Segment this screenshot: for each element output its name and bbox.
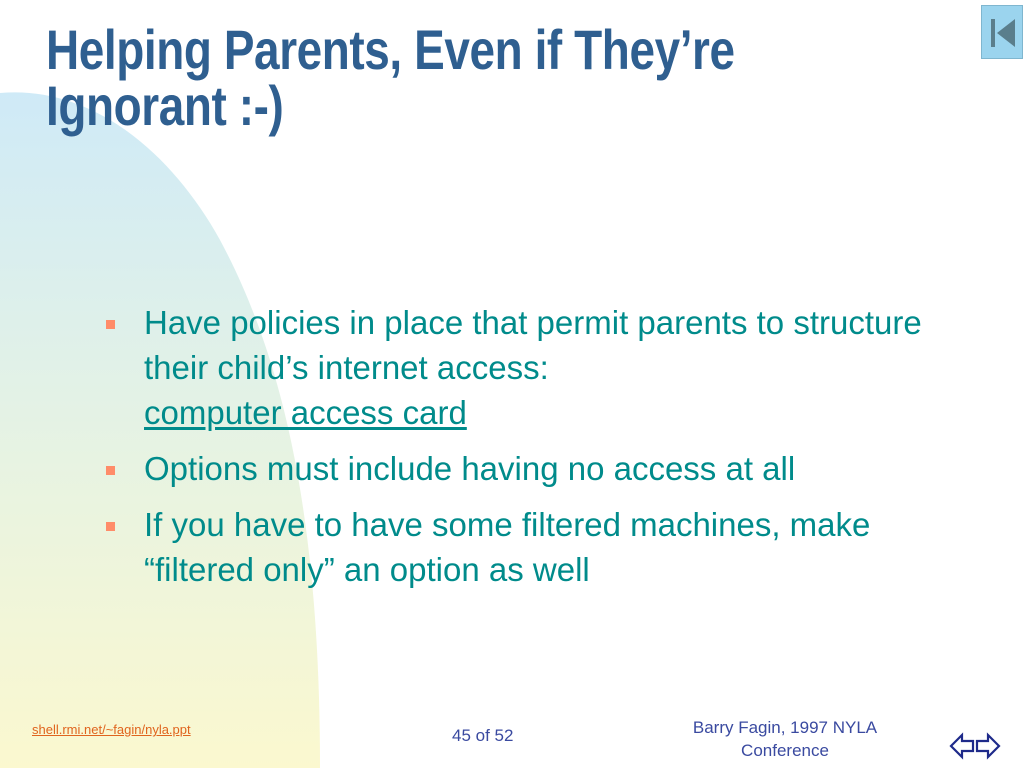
- next-slide-button[interactable]: [974, 730, 1002, 762]
- slide-title: Helping Parents, Even if They’re Ignorant :-): [46, 18, 735, 137]
- arrow-left-icon: [948, 730, 976, 762]
- bullet-text: If you have to have some filtered machines, make “filtered only” an option as well: [144, 506, 871, 588]
- computer-access-card-link[interactable]: computer access card: [144, 394, 467, 431]
- bullet-text: Options must include having no access at all: [144, 450, 796, 487]
- first-slide-button[interactable]: [981, 5, 1023, 59]
- slide-navigation: [948, 730, 1004, 762]
- bullet-marker-icon: [106, 522, 115, 531]
- bullet-list: [104, 300, 954, 603]
- footer-author-line2: Conference: [741, 741, 829, 760]
- footer-author: [660, 716, 910, 762]
- bullet-item: [104, 446, 954, 491]
- arrow-right-icon: [974, 730, 1002, 762]
- bullet-text: Have policies in place that permit parents to structure their child’s internet access:: [144, 304, 922, 386]
- first-slide-icon: [982, 6, 1024, 60]
- bullet-marker-icon: [106, 320, 115, 329]
- footer-url-link[interactable]: shell.rmi.net/~fagin/nyla.ppt: [32, 722, 191, 737]
- footer-author-line1: Barry Fagin, 1997 NYLA: [692, 718, 878, 737]
- bullet-item: [104, 502, 954, 592]
- page-number: 45 of 52: [452, 726, 514, 745]
- previous-slide-button[interactable]: [948, 730, 976, 762]
- bullet-marker-icon: [106, 466, 115, 475]
- bullet-item: [104, 300, 954, 435]
